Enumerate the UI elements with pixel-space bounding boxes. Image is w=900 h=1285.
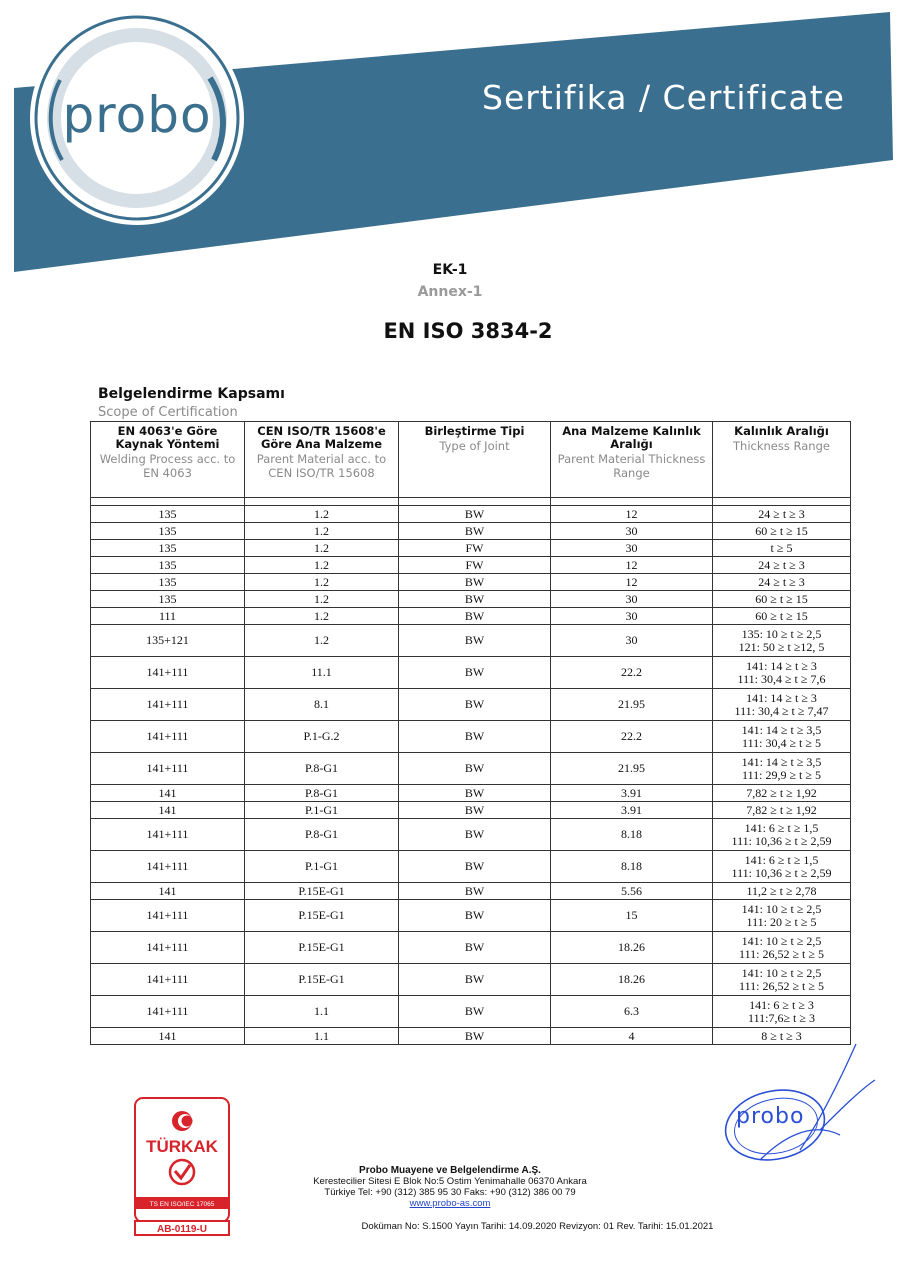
table-row xyxy=(91,540,851,557)
thickness-range-line: 141: 6 ≥ t ≥ 1,5 xyxy=(744,852,819,867)
cell-parent-thickness: 12 xyxy=(551,574,713,591)
cell-joint: BW xyxy=(399,753,551,785)
cell-material: P.15E-G1 xyxy=(245,883,399,900)
table-row xyxy=(91,851,851,883)
cell-material: P.15E-G1 xyxy=(245,964,399,996)
cell-joint: BW xyxy=(399,506,551,523)
scope-table-body xyxy=(91,498,851,1045)
cell-thickness-range xyxy=(713,689,851,721)
thickness-range-line: 60 ≥ t ≥ 15 xyxy=(755,591,808,606)
col-header-material: CEN ISO/TR 15608'e Göre Ana Malzeme Parent Material acc. to CEN ISO/TR 15608 xyxy=(245,422,399,498)
cell-parent-thickness: 30 xyxy=(551,540,713,557)
cell-material: 1.2 xyxy=(245,523,399,540)
cell-parent-thickness: 4 xyxy=(551,1028,713,1045)
cell-parent-thickness: 15 xyxy=(551,900,713,932)
thickness-range-line: 111: 26,52 ≥ t ≥ 5 xyxy=(739,978,824,993)
cell-process: 141+111 xyxy=(91,689,245,721)
cell-material: 1.2 xyxy=(245,540,399,557)
cell-process: 141+111 xyxy=(91,996,245,1028)
thickness-range-line: 141: 14 ≥ t ≥ 3,5 xyxy=(741,722,822,737)
table-row xyxy=(91,900,851,932)
cell-thickness-range xyxy=(713,591,851,608)
certificate-title: Sertifika / Certificate xyxy=(482,78,845,117)
table-row xyxy=(91,721,851,753)
cell-joint: BW xyxy=(399,900,551,932)
cell-thickness-range xyxy=(713,540,851,557)
footer-address: Kerestecilier Sitesi E Blok No:5 Ostim Yenimahalle 06370 Ankara xyxy=(313,1176,587,1187)
table-row xyxy=(91,785,851,802)
table-spacer-row xyxy=(91,498,851,506)
thickness-range-line: 141: 10 ≥ t ≥ 2,5 xyxy=(741,965,822,980)
thickness-range-line: 11,2 ≥ t ≥ 2,78 xyxy=(746,883,817,898)
cell-parent-thickness: 12 xyxy=(551,506,713,523)
cell-thickness-range xyxy=(713,883,851,900)
cell-thickness-range xyxy=(713,608,851,625)
cell-process: 141+111 xyxy=(91,964,245,996)
table-row xyxy=(91,657,851,689)
cell-parent-thickness: 21.95 xyxy=(551,689,713,721)
table-row xyxy=(91,996,851,1028)
cell-thickness-range xyxy=(713,851,851,883)
scope-heading: Belgelendirme Kapsamı xyxy=(98,386,285,402)
thickness-range-line: 111: 26,52 ≥ t ≥ 5 xyxy=(739,946,824,961)
table-row xyxy=(91,625,851,657)
thickness-range-line: 141: 10 ≥ t ≥ 2,5 xyxy=(741,933,822,948)
cell-parent-thickness: 22.2 xyxy=(551,657,713,689)
cell-parent-thickness: 3.91 xyxy=(551,802,713,819)
cell-joint: BW xyxy=(399,523,551,540)
cell-process: 135 xyxy=(91,557,245,574)
cell-parent-thickness: 8.18 xyxy=(551,819,713,851)
thickness-range-line: 141: 6 ≥ t ≥ 1,5 xyxy=(744,820,819,835)
cell-parent-thickness: 18.26 xyxy=(551,964,713,996)
cell-material: 1.1 xyxy=(245,1028,399,1045)
cell-parent-thickness: 30 xyxy=(551,625,713,657)
cell-joint: BW xyxy=(399,996,551,1028)
cell-material: 8.1 xyxy=(245,689,399,721)
cell-process: 141+111 xyxy=(91,819,245,851)
turkak-standard: TS EN ISO/IEC 17065 xyxy=(149,1201,215,1208)
footer-website-link[interactable]: www.probo-as.com xyxy=(409,1198,491,1209)
table-row xyxy=(91,753,851,785)
scope-subheading: Scope of Certification xyxy=(98,405,238,420)
cell-process: 135+121 xyxy=(91,625,245,657)
cell-thickness-range xyxy=(713,625,851,657)
cell-material: P.1-G1 xyxy=(245,851,399,883)
cell-process: 135 xyxy=(91,540,245,557)
cell-joint: BW xyxy=(399,802,551,819)
cell-process: 141 xyxy=(91,785,245,802)
thickness-range-line: 111: 10,36 ≥ t ≥ 2,59 xyxy=(731,865,832,880)
cell-thickness-range xyxy=(713,557,851,574)
table-row xyxy=(91,964,851,996)
table-row xyxy=(91,883,851,900)
annex-subtitle: Annex-1 xyxy=(417,284,483,300)
table-row xyxy=(91,574,851,591)
thickness-range-line: 8 ≥ t ≥ 3 xyxy=(761,1028,802,1043)
cell-material: 1.2 xyxy=(245,506,399,523)
cell-material: 11.1 xyxy=(245,657,399,689)
table-row xyxy=(91,557,851,574)
thickness-range-line: 24 ≥ t ≥ 3 xyxy=(758,557,805,572)
stamp-text: probo xyxy=(736,1104,805,1129)
table-row xyxy=(91,608,851,625)
thickness-range-line: 141: 14 ≥ t ≥ 3 xyxy=(746,690,817,705)
cell-joint: BW xyxy=(399,819,551,851)
cell-thickness-range xyxy=(713,721,851,753)
cell-material: 1.1 xyxy=(245,996,399,1028)
cell-material: P.1-G.2 xyxy=(245,721,399,753)
cell-thickness-range xyxy=(713,657,851,689)
thickness-range-line: 111: 30,4 ≥ t ≥ 7,6 xyxy=(737,671,826,686)
cell-thickness-range xyxy=(713,753,851,785)
thickness-range-line: 121: 50 ≥ t ≥12, 5 xyxy=(738,639,825,654)
thickness-range-line: 111:7,6≥ t ≥ 3 xyxy=(748,1010,815,1025)
cell-process: 141+111 xyxy=(91,900,245,932)
cell-material: 1.2 xyxy=(245,608,399,625)
table-row xyxy=(91,932,851,964)
cell-thickness-range xyxy=(713,574,851,591)
cell-joint: BW xyxy=(399,1028,551,1045)
cell-parent-thickness: 18.26 xyxy=(551,932,713,964)
thickness-range-line: 135: 10 ≥ t ≥ 2,5 xyxy=(741,626,822,641)
table-row xyxy=(91,523,851,540)
table-row xyxy=(91,506,851,523)
probo-logo: probo xyxy=(62,86,212,144)
cell-thickness-range xyxy=(713,964,851,996)
standard-title: EN ISO 3834-2 xyxy=(383,319,553,343)
cell-material: P.8-G1 xyxy=(245,819,399,851)
thickness-range-line: 111: 20 ≥ t ≥ 5 xyxy=(746,914,817,929)
table-row xyxy=(91,819,851,851)
thickness-range-line: 111: 30,4 ≥ t ≥ 7,47 xyxy=(734,703,829,718)
col-header-thickness-range: Kalınlık Aralığı Thickness Range xyxy=(713,422,851,498)
cell-thickness-range xyxy=(713,819,851,851)
thickness-range-line: 111: 29,9 ≥ t ≥ 5 xyxy=(742,767,821,782)
turkak-name: TÜRKAK xyxy=(146,1137,218,1156)
cell-parent-thickness: 6.3 xyxy=(551,996,713,1028)
footer-company: Probo Muayene ve Belgelendirme A.Ş. xyxy=(359,1165,541,1176)
cell-joint: BW xyxy=(399,574,551,591)
table-header-row xyxy=(91,422,851,498)
thickness-range-line: 111: 30,4 ≥ t ≥ 5 xyxy=(742,735,821,750)
cell-joint: BW xyxy=(399,883,551,900)
cell-process: 111 xyxy=(91,608,245,625)
cell-material: P.8-G1 xyxy=(245,785,399,802)
thickness-range-line: 7,82 ≥ t ≥ 1,92 xyxy=(746,785,817,800)
thickness-range-line: t ≥ 5 xyxy=(770,540,793,555)
thickness-range-line: 24 ≥ t ≥ 3 xyxy=(758,574,805,589)
cell-parent-thickness: 22.2 xyxy=(551,721,713,753)
cell-parent-thickness: 5.56 xyxy=(551,883,713,900)
turkak-code: AB-0119-U xyxy=(156,1224,208,1235)
thickness-range-line: 141: 6 ≥ t ≥ 3 xyxy=(749,997,814,1012)
cell-thickness-range xyxy=(713,523,851,540)
cell-process: 135 xyxy=(91,523,245,540)
cell-material: 1.2 xyxy=(245,625,399,657)
document-info: Doküman No: S.1500 Yayın Tarihi: 14.09.2020 Revizyon: 01 Rev. Tarihi: 15.01.2021 xyxy=(361,1221,714,1232)
cell-material: 1.2 xyxy=(245,574,399,591)
cell-process: 141+111 xyxy=(91,721,245,753)
cell-thickness-range xyxy=(713,932,851,964)
table-row xyxy=(91,689,851,721)
cell-material: P.15E-G1 xyxy=(245,932,399,964)
cell-process: 135 xyxy=(91,574,245,591)
cell-process: 141+111 xyxy=(91,851,245,883)
cell-material: P.15E-G1 xyxy=(245,900,399,932)
cell-thickness-range xyxy=(713,802,851,819)
scope-table xyxy=(90,421,851,1045)
cell-joint: BW xyxy=(399,657,551,689)
cell-joint: BW xyxy=(399,608,551,625)
thickness-range-line: 141: 14 ≥ t ≥ 3 xyxy=(746,658,817,673)
cell-material: P.1-G1 xyxy=(245,802,399,819)
footer-phone: Türkiye Tel: +90 (312) 385 95 30 Faks: +90 (312) 386 00 79 xyxy=(324,1187,576,1198)
cell-joint: BW xyxy=(399,785,551,802)
cell-thickness-range xyxy=(713,785,851,802)
cell-thickness-range xyxy=(713,900,851,932)
cell-joint: BW xyxy=(399,851,551,883)
thickness-range-line: 111: 10,36 ≥ t ≥ 2,59 xyxy=(731,833,832,848)
thickness-range-line: 7,82 ≥ t ≥ 1,92 xyxy=(746,802,817,817)
col-header-parent-thickness: Ana Malzeme Kalınlık Aralığı Parent Material Thickness Range xyxy=(551,422,713,498)
cell-process: 141+111 xyxy=(91,657,245,689)
thickness-range-line: 141: 10 ≥ t ≥ 2,5 xyxy=(741,901,822,916)
cell-parent-thickness: 8.18 xyxy=(551,851,713,883)
cell-joint: BW xyxy=(399,932,551,964)
cell-joint: BW xyxy=(399,964,551,996)
cell-process: 141 xyxy=(91,1028,245,1045)
cell-joint: BW xyxy=(399,625,551,657)
cell-joint: BW xyxy=(399,689,551,721)
cell-joint: FW xyxy=(399,557,551,574)
cell-process: 135 xyxy=(91,506,245,523)
cell-parent-thickness: 21.95 xyxy=(551,753,713,785)
col-header-process: EN 4063'e Göre Kaynak Yöntemi Welding Process acc. to EN 4063 xyxy=(91,422,245,498)
cell-joint: BW xyxy=(399,591,551,608)
cell-thickness-range xyxy=(713,506,851,523)
thickness-range-line: 141: 14 ≥ t ≥ 3,5 xyxy=(741,754,822,769)
cell-parent-thickness: 30 xyxy=(551,608,713,625)
cell-process: 141 xyxy=(91,802,245,819)
cell-parent-thickness: 30 xyxy=(551,591,713,608)
cell-process: 141 xyxy=(91,883,245,900)
cell-material: 1.2 xyxy=(245,557,399,574)
thickness-range-line: 60 ≥ t ≥ 15 xyxy=(755,523,808,538)
thickness-range-line: 60 ≥ t ≥ 15 xyxy=(755,608,808,623)
col-header-joint: Birleştirme Tipi Type of Joint xyxy=(399,422,551,498)
cell-material: 1.2 xyxy=(245,591,399,608)
cell-parent-thickness: 30 xyxy=(551,523,713,540)
cell-process: 141+111 xyxy=(91,932,245,964)
cell-process: 135 xyxy=(91,591,245,608)
annex-title: EK-1 xyxy=(432,262,468,278)
table-row xyxy=(91,802,851,819)
cell-parent-thickness: 12 xyxy=(551,557,713,574)
cell-joint: FW xyxy=(399,540,551,557)
thickness-range-line: 24 ≥ t ≥ 3 xyxy=(758,506,805,521)
table-row xyxy=(91,591,851,608)
cell-process: 141+111 xyxy=(91,753,245,785)
cell-parent-thickness: 3.91 xyxy=(551,785,713,802)
cell-thickness-range xyxy=(713,996,851,1028)
cell-joint: BW xyxy=(399,721,551,753)
cell-material: P.8-G1 xyxy=(245,753,399,785)
